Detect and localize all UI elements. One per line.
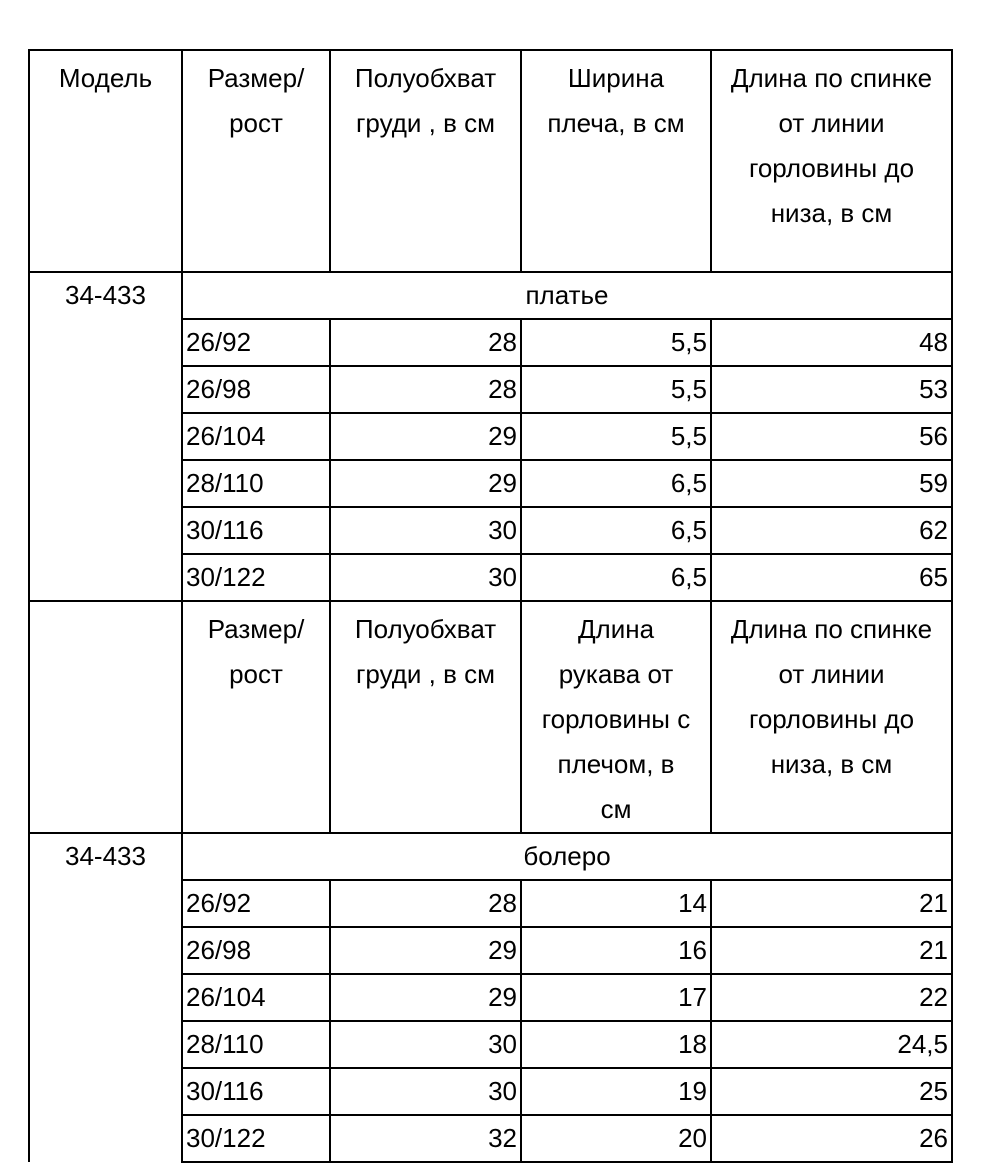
size-cell: 30/122: [182, 1115, 330, 1162]
size-cell: 28/110: [182, 1021, 330, 1068]
header-length: [711, 50, 952, 272]
length-cell: 22: [711, 974, 952, 1021]
length-cell: 26: [711, 1115, 952, 1162]
chest-cell: 30: [330, 507, 521, 554]
shoulder-cell: 6,5: [521, 507, 711, 554]
header2-chest-line: груди , в см: [355, 659, 496, 689]
length-cell: 56: [711, 413, 952, 460]
bolero-model-cell: [29, 833, 182, 1162]
header2-size: [182, 601, 330, 833]
size-cell: 30/122: [182, 554, 330, 601]
header2-chest-line: Полуобхват: [354, 614, 497, 644]
shoulder-cell: 5,5: [521, 413, 711, 460]
header-shoulder: [521, 50, 711, 272]
sleeve-cell: 16: [521, 927, 711, 974]
shoulder-cell: 6,5: [521, 554, 711, 601]
chest-cell: 28: [330, 880, 521, 927]
header2-sleeve-line: см: [600, 794, 632, 824]
header2-length-line: Длина по спинке: [730, 614, 933, 644]
dress-section-title: платье: [182, 272, 952, 319]
chest-cell: 30: [330, 554, 521, 601]
bolero-title-row: [29, 833, 952, 880]
header2-sleeve-line: горловины с: [541, 704, 691, 734]
length-cell: 48: [711, 319, 952, 366]
size-cell: 26/98: [182, 927, 330, 974]
header-length-line: Длина по спинке: [730, 63, 933, 93]
size-table: [28, 49, 953, 1163]
header2-length-line: от линии: [778, 659, 885, 689]
header-model-label: Модель: [58, 63, 153, 93]
header2-sleeve-line: рукава от: [558, 659, 674, 689]
chest-cell: 28: [330, 366, 521, 413]
chest-cell: 30: [330, 1021, 521, 1068]
header2-size-line: рост: [229, 659, 283, 689]
chest-cell: 28: [330, 319, 521, 366]
size-cell: 26/92: [182, 880, 330, 927]
size-cell: 30/116: [182, 507, 330, 554]
sleeve-cell: 19: [521, 1068, 711, 1115]
length-cell: 65: [711, 554, 952, 601]
sleeve-cell: 17: [521, 974, 711, 1021]
header2-length-line: низа, в см: [770, 749, 893, 779]
header2-sleeve-line: Длина: [577, 614, 655, 644]
header-length-line: низа, в см: [770, 198, 893, 228]
size-cell: 28/110: [182, 460, 330, 507]
chest-cell: 32: [330, 1115, 521, 1162]
length-cell: 21: [711, 927, 952, 974]
shoulder-cell: 5,5: [521, 319, 711, 366]
length-cell: 62: [711, 507, 952, 554]
bolero-section-title: болеро: [182, 833, 952, 880]
dress-model: 34-433: [65, 280, 146, 310]
header2-chest: [330, 601, 521, 833]
header-length-line: горловины до: [748, 153, 915, 183]
header2-sleeve-line: плечом, в: [557, 749, 675, 779]
sleeve-cell: 14: [521, 880, 711, 927]
header2-empty-cell: [29, 601, 182, 833]
length-cell: 53: [711, 366, 952, 413]
dress-title-row: [29, 272, 952, 319]
header-size: [182, 50, 330, 272]
chest-cell: 29: [330, 927, 521, 974]
size-cell: 26/104: [182, 974, 330, 1021]
header-row: [29, 50, 952, 272]
length-cell: 21: [711, 880, 952, 927]
chest-cell: 30: [330, 1068, 521, 1115]
size-cell: 26/104: [182, 413, 330, 460]
header-chest: [330, 50, 521, 272]
header2-sleeve: [521, 601, 711, 833]
header-size-line: рост: [229, 108, 283, 138]
header2-size-line: Размер/: [207, 614, 305, 644]
size-cell: 26/92: [182, 319, 330, 366]
length-cell: 25: [711, 1068, 952, 1115]
sleeve-cell: 18: [521, 1021, 711, 1068]
chest-cell: 29: [330, 974, 521, 1021]
dress-model-cell: [29, 272, 182, 601]
header-row-2: [29, 601, 952, 833]
chest-cell: 29: [330, 460, 521, 507]
header2-length-line: горловины до: [748, 704, 915, 734]
header-shoulder-line: Ширина: [567, 63, 665, 93]
chest-cell: 29: [330, 413, 521, 460]
bolero-model: 34-433: [65, 841, 146, 871]
header-model: [29, 50, 182, 272]
sleeve-cell: 20: [521, 1115, 711, 1162]
size-cell: 26/98: [182, 366, 330, 413]
size-cell: 30/116: [182, 1068, 330, 1115]
shoulder-cell: 6,5: [521, 460, 711, 507]
length-cell: 24,5: [711, 1021, 952, 1068]
header-size-line: Размер/: [207, 63, 305, 93]
length-cell: 59: [711, 460, 952, 507]
header-chest-line: Полуобхват: [354, 63, 497, 93]
header2-length: [711, 601, 952, 833]
header-length-line: от линии: [778, 108, 885, 138]
shoulder-cell: 5,5: [521, 366, 711, 413]
header-shoulder-line: плеча, в см: [547, 108, 685, 138]
header-chest-line: груди , в см: [355, 108, 496, 138]
